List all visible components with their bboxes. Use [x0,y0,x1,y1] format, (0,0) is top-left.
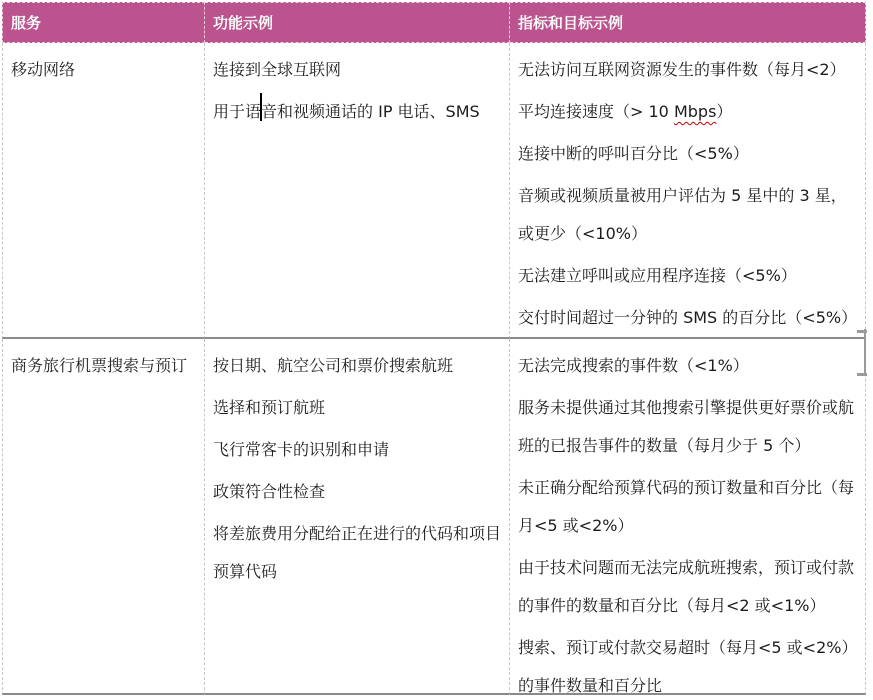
row1-functions-p1[interactable]: 连接到全球互联网 [213,60,342,79]
row2-metrics-p3[interactable]: 未正确分配给预算代码的预订数量和百分比（每月<5 或<2%） [518,478,855,535]
table-right-edge-tick-bottom [857,373,867,376]
cell-row1-metrics[interactable] [510,43,866,339]
row2-metrics-p5[interactable]: 搜索、预订或付款交易超时（每月<5 或<2%）的事件数量和百分比 [518,638,850,695]
row1-metrics-p2[interactable] [518,93,857,131]
table-right-edge-segment [864,329,866,376]
header-cell-service[interactable] [2,2,205,43]
service-metrics-table [2,2,866,695]
row1-service-text[interactable]: 移动网络 [11,60,76,79]
cell-row1-functions[interactable] [205,43,510,339]
row2-functions-p4[interactable]: 政策符合性检查 [213,482,326,501]
row1-functions-p2-after-caret: 音和视频通话的 IP 电话、SMS [261,102,480,121]
row2-functions-p1[interactable]: 按日期、航空公司和票价搜索航班 [213,356,454,375]
header-label-functions: 功能示例 [213,14,274,32]
row2-functions-p2[interactable]: 选择和预订航班 [213,398,326,417]
row1-metrics-p2-suffix: ） [716,102,733,121]
row2-metrics-p2[interactable]: 服务未提供通过其他搜索引擎提供更好票价或航班的已报告事件的数量（每月少于 5 个） [518,398,855,455]
header-label-service: 服务 [11,14,42,32]
row2-metrics-p4[interactable]: 由于技术问题而无法完成航班搜索，预订或付款的事件的数量和百分比（每月<2 或<1%） [518,558,855,615]
row1-functions-p2-before-caret: 用于语 [213,102,262,121]
spellcheck-flagged-word: Mbps [673,102,717,121]
row1-metrics-p4[interactable]: 音频或视频质量被用户评估为 5 星中的 3 星，或更少（<10%） [518,186,847,243]
row1-metrics-p6[interactable]: 交付时间超过一分钟的 SMS 的百分比（<5%） [518,308,858,327]
cell-row2-service[interactable] [2,339,205,695]
row2-service-text[interactable]: 商务旅行机票搜索与预订 [11,356,188,375]
row2-metrics-p1[interactable]: 无法完成搜索的事件数（<1%） [518,356,749,375]
row2-functions-p5[interactable]: 将差旅费用分配给正在进行的代码和项目预算代码 [213,524,502,581]
cell-row1-service[interactable] [2,43,205,339]
header-label-metrics: 指标和目标示例 [518,14,624,32]
row1-functions-p2[interactable] [213,93,501,131]
header-cell-functions[interactable] [205,2,510,43]
row1-metrics-p3[interactable]: 连接中断的呼叫百分比（<5%） [518,144,749,163]
row2-functions-p3[interactable]: 飞行常客卡的识别和申请 [213,440,390,459]
header-cell-metrics[interactable] [510,2,866,43]
row1-metrics-p1[interactable]: 无法访问互联网资源发生的事件数（每月<2） [518,60,846,79]
row1-metrics-p2-prefix: 平均连接速度（> 10 [518,102,674,121]
cell-row2-functions[interactable] [205,339,510,695]
row1-metrics-p5[interactable]: 无法建立呼叫或应用程序连接（<5%） [518,266,797,285]
table-right-edge-tick-top [857,330,867,333]
cell-row2-metrics[interactable] [510,339,866,695]
